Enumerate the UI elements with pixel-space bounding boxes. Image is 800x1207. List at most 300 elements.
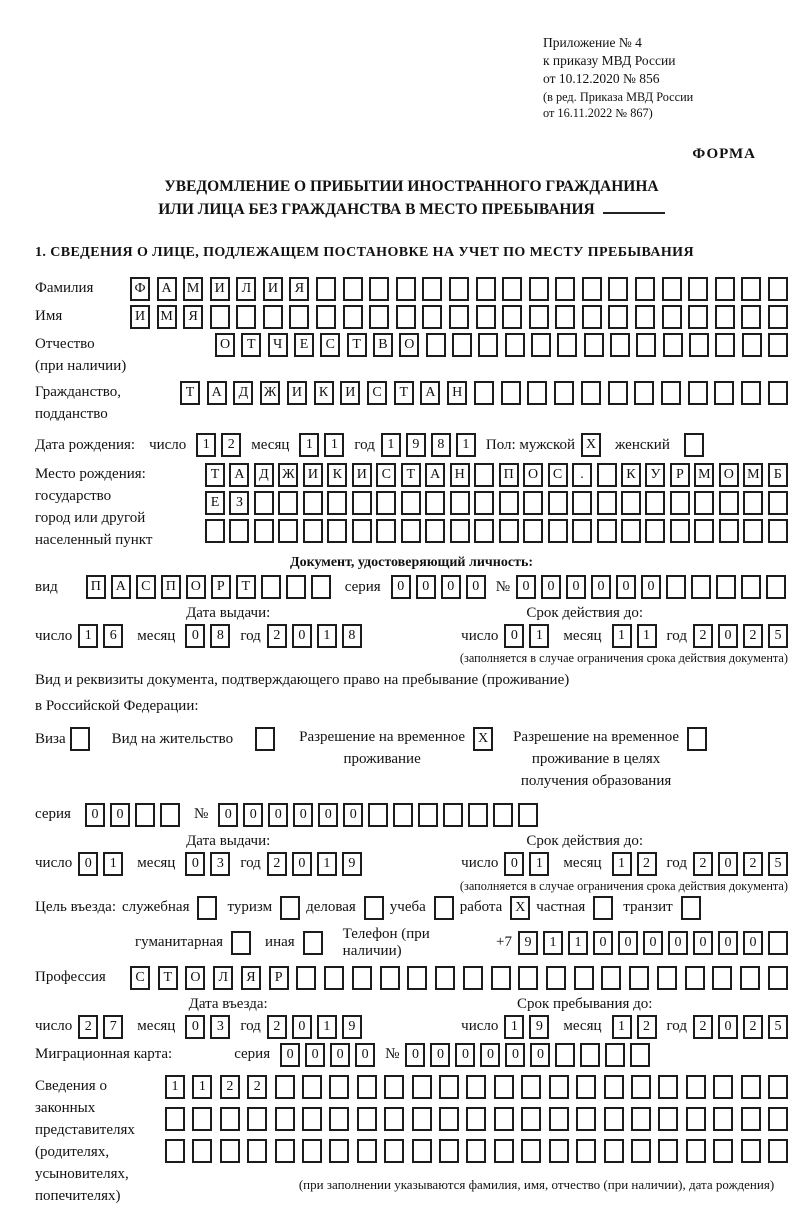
form-cell[interactable] xyxy=(555,277,575,301)
form-cell[interactable] xyxy=(521,1075,541,1099)
form-cell[interactable] xyxy=(685,966,705,990)
form-cell[interactable] xyxy=(666,575,686,599)
form-cell[interactable] xyxy=(715,333,735,357)
form-cell[interactable] xyxy=(316,277,336,301)
form-cell[interactable] xyxy=(608,305,628,329)
form-cell[interactable] xyxy=(275,1139,295,1163)
form-cell[interactable] xyxy=(555,305,575,329)
form-cell[interactable] xyxy=(452,333,472,357)
form-cell[interactable] xyxy=(768,931,788,955)
form-cell[interactable] xyxy=(608,381,628,405)
form-cell[interactable] xyxy=(463,966,483,990)
form-cell[interactable] xyxy=(205,519,225,543)
form-cell[interactable]: 2 xyxy=(267,1015,287,1039)
form-cell[interactable] xyxy=(557,333,577,357)
form-cell[interactable] xyxy=(713,1107,733,1131)
form-cell[interactable] xyxy=(278,519,298,543)
form-cell[interactable]: 2 xyxy=(247,1075,267,1099)
form-cell[interactable] xyxy=(254,491,274,515)
form-cell[interactable]: 0 xyxy=(218,803,238,827)
form-cell[interactable]: К xyxy=(621,463,641,487)
form-cell[interactable] xyxy=(529,305,549,329)
form-cell[interactable] xyxy=(688,277,708,301)
form-cell[interactable] xyxy=(610,333,630,357)
form-cell[interactable]: О xyxy=(185,966,205,990)
form-cell[interactable] xyxy=(327,519,347,543)
form-cell[interactable]: 0 xyxy=(618,931,638,955)
form-cell[interactable] xyxy=(302,1139,322,1163)
form-cell[interactable]: 0 xyxy=(593,931,613,955)
form-cell[interactable]: 1 xyxy=(192,1075,212,1099)
form-cell[interactable]: 0 xyxy=(591,575,611,599)
form-cell[interactable] xyxy=(604,1075,624,1099)
form-cell[interactable] xyxy=(712,966,732,990)
form-cell[interactable] xyxy=(254,519,274,543)
form-cell[interactable] xyxy=(549,1075,569,1099)
form-cell[interactable]: И xyxy=(303,463,323,487)
form-cell[interactable] xyxy=(261,575,281,599)
form-cell[interactable] xyxy=(357,1107,377,1131)
form-cell[interactable] xyxy=(597,491,617,515)
form-cell[interactable]: О xyxy=(399,333,419,357)
form-cell[interactable] xyxy=(716,575,736,599)
form-cell[interactable] xyxy=(549,1107,569,1131)
form-cell[interactable] xyxy=(593,896,613,920)
form-cell[interactable]: 0 xyxy=(466,575,486,599)
form-cell[interactable] xyxy=(768,277,788,301)
form-cell[interactable] xyxy=(768,305,788,329)
form-cell[interactable] xyxy=(741,305,761,329)
form-cell[interactable] xyxy=(768,381,788,405)
form-cell[interactable]: Т xyxy=(241,333,261,357)
form-cell[interactable]: 2 xyxy=(743,624,763,648)
form-cell[interactable]: 1 xyxy=(612,624,632,648)
form-cell[interactable] xyxy=(743,491,763,515)
form-cell[interactable]: 1 xyxy=(612,1015,632,1039)
form-cell[interactable] xyxy=(476,305,496,329)
form-cell[interactable]: П xyxy=(499,463,519,487)
form-cell[interactable] xyxy=(316,305,336,329)
form-cell[interactable] xyxy=(581,381,601,405)
form-cell[interactable]: 6 xyxy=(103,624,123,648)
form-cell[interactable]: Е xyxy=(205,491,225,515)
form-cell[interactable]: 0 xyxy=(292,852,312,876)
form-cell[interactable] xyxy=(376,491,396,515)
form-cell[interactable] xyxy=(368,803,388,827)
form-cell[interactable] xyxy=(329,1139,349,1163)
form-cell[interactable] xyxy=(220,1139,240,1163)
form-cell[interactable] xyxy=(491,966,511,990)
form-cell[interactable] xyxy=(741,1139,761,1163)
form-cell[interactable]: О xyxy=(186,575,206,599)
form-cell[interactable]: 0 xyxy=(480,1043,500,1067)
form-cell[interactable] xyxy=(527,381,547,405)
form-cell[interactable] xyxy=(229,519,249,543)
form-cell[interactable]: 2 xyxy=(267,624,287,648)
form-cell[interactable] xyxy=(686,1139,706,1163)
form-cell[interactable]: 0 xyxy=(318,803,338,827)
form-cell[interactable] xyxy=(576,1107,596,1131)
form-cell[interactable] xyxy=(236,305,256,329)
form-cell[interactable]: 2 xyxy=(637,1015,657,1039)
form-cell[interactable] xyxy=(742,333,762,357)
form-cell[interactable] xyxy=(474,381,494,405)
form-cell[interactable] xyxy=(555,1043,575,1067)
form-cell[interactable] xyxy=(501,381,521,405)
form-cell[interactable]: X xyxy=(581,433,601,457)
form-cell[interactable]: Л xyxy=(236,277,256,301)
form-cell[interactable] xyxy=(443,803,463,827)
form-cell[interactable]: Т xyxy=(205,463,225,487)
form-cell[interactable]: Н xyxy=(447,381,467,405)
form-cell[interactable]: 0 xyxy=(718,1015,738,1039)
form-cell[interactable] xyxy=(435,966,455,990)
form-cell[interactable] xyxy=(740,966,760,990)
form-cell[interactable] xyxy=(713,1075,733,1099)
form-cell[interactable] xyxy=(231,931,251,955)
form-cell[interactable] xyxy=(661,381,681,405)
form-cell[interactable] xyxy=(247,1107,267,1131)
form-cell[interactable]: А xyxy=(207,381,227,405)
form-cell[interactable]: 0 xyxy=(668,931,688,955)
form-cell[interactable] xyxy=(576,1075,596,1099)
form-cell[interactable] xyxy=(160,803,180,827)
form-cell[interactable] xyxy=(505,333,525,357)
form-cell[interactable] xyxy=(418,803,438,827)
form-cell[interactable] xyxy=(357,1075,377,1099)
form-cell[interactable]: 8 xyxy=(342,624,362,648)
form-cell[interactable]: 0 xyxy=(718,931,738,955)
form-cell[interactable] xyxy=(468,803,488,827)
form-cell[interactable]: Р xyxy=(211,575,231,599)
form-cell[interactable] xyxy=(324,966,344,990)
form-cell[interactable] xyxy=(449,305,469,329)
form-cell[interactable]: А xyxy=(229,463,249,487)
form-cell[interactable]: И xyxy=(352,463,372,487)
form-cell[interactable]: О xyxy=(215,333,235,357)
form-cell[interactable] xyxy=(713,1139,733,1163)
form-cell[interactable] xyxy=(670,491,690,515)
form-cell[interactable] xyxy=(658,1107,678,1131)
form-cell[interactable]: У xyxy=(645,463,665,487)
form-cell[interactable]: С xyxy=(367,381,387,405)
form-cell[interactable] xyxy=(608,277,628,301)
form-cell[interactable] xyxy=(275,1107,295,1131)
form-cell[interactable]: . xyxy=(572,463,592,487)
form-cell[interactable] xyxy=(768,1139,788,1163)
form-cell[interactable] xyxy=(687,727,707,751)
form-cell[interactable] xyxy=(635,305,655,329)
form-cell[interactable]: 1 xyxy=(637,624,657,648)
form-cell[interactable]: 2 xyxy=(743,1015,763,1039)
form-cell[interactable] xyxy=(302,1107,322,1131)
form-cell[interactable]: 5 xyxy=(768,1015,788,1039)
form-cell[interactable] xyxy=(686,1107,706,1131)
form-cell[interactable] xyxy=(768,333,788,357)
form-cell[interactable]: 7 xyxy=(103,1015,123,1039)
form-cell[interactable]: И xyxy=(263,277,283,301)
form-cell[interactable]: 0 xyxy=(505,1043,525,1067)
form-cell[interactable] xyxy=(343,305,363,329)
form-cell[interactable] xyxy=(384,1075,404,1099)
form-cell[interactable] xyxy=(478,333,498,357)
form-cell[interactable] xyxy=(364,896,384,920)
form-cell[interactable]: 9 xyxy=(518,931,538,955)
form-cell[interactable] xyxy=(474,519,494,543)
form-cell[interactable]: Р xyxy=(269,966,289,990)
form-cell[interactable] xyxy=(629,966,649,990)
form-cell[interactable]: 3 xyxy=(210,1015,230,1039)
form-cell[interactable] xyxy=(343,277,363,301)
form-cell[interactable]: Я xyxy=(183,305,203,329)
form-cell[interactable]: П xyxy=(86,575,106,599)
form-cell[interactable]: 0 xyxy=(305,1043,325,1067)
form-cell[interactable]: С xyxy=(548,463,568,487)
form-cell[interactable] xyxy=(580,1043,600,1067)
form-cell[interactable]: Л xyxy=(213,966,233,990)
form-cell[interactable] xyxy=(549,1139,569,1163)
form-cell[interactable] xyxy=(439,1075,459,1099)
form-cell[interactable]: Ж xyxy=(260,381,280,405)
form-cell[interactable] xyxy=(70,727,90,751)
form-cell[interactable]: 9 xyxy=(342,852,362,876)
form-cell[interactable] xyxy=(768,491,788,515)
form-cell[interactable]: И xyxy=(210,277,230,301)
form-cell[interactable] xyxy=(474,463,494,487)
form-cell[interactable] xyxy=(449,277,469,301)
form-cell[interactable] xyxy=(425,491,445,515)
form-cell[interactable] xyxy=(494,1139,514,1163)
form-cell[interactable]: 0 xyxy=(355,1043,375,1067)
form-cell[interactable] xyxy=(329,1107,349,1131)
form-cell[interactable]: 1 xyxy=(456,433,476,457)
form-cell[interactable] xyxy=(466,1107,486,1131)
form-cell[interactable] xyxy=(426,333,446,357)
form-cell[interactable]: Е xyxy=(294,333,314,357)
form-cell[interactable] xyxy=(605,1043,625,1067)
form-cell[interactable]: 1 xyxy=(78,624,98,648)
form-cell[interactable] xyxy=(247,1139,267,1163)
form-cell[interactable]: О xyxy=(719,463,739,487)
form-cell[interactable]: 9 xyxy=(342,1015,362,1039)
form-cell[interactable]: 0 xyxy=(243,803,263,827)
form-cell[interactable]: 2 xyxy=(221,433,241,457)
form-cell[interactable]: Н xyxy=(450,463,470,487)
form-cell[interactable] xyxy=(412,1075,432,1099)
form-cell[interactable]: 0 xyxy=(718,624,738,648)
form-cell[interactable]: 0 xyxy=(292,624,312,648)
form-cell[interactable] xyxy=(572,491,592,515)
form-cell[interactable] xyxy=(494,1107,514,1131)
form-cell[interactable] xyxy=(630,1043,650,1067)
form-cell[interactable] xyxy=(303,931,323,955)
form-cell[interactable]: 2 xyxy=(693,852,713,876)
form-cell[interactable]: С xyxy=(130,966,150,990)
form-cell[interactable] xyxy=(597,463,617,487)
form-cell[interactable] xyxy=(681,896,701,920)
form-cell[interactable]: Т xyxy=(401,463,421,487)
form-cell[interactable]: X xyxy=(473,727,493,751)
form-cell[interactable]: А xyxy=(420,381,440,405)
form-cell[interactable]: 5 xyxy=(768,852,788,876)
form-cell[interactable]: 0 xyxy=(292,1015,312,1039)
form-cell[interactable]: И xyxy=(130,305,150,329)
form-cell[interactable] xyxy=(401,491,421,515)
form-cell[interactable]: 0 xyxy=(85,803,105,827)
form-cell[interactable] xyxy=(768,1075,788,1099)
form-cell[interactable]: С xyxy=(136,575,156,599)
form-cell[interactable] xyxy=(768,966,788,990)
form-cell[interactable] xyxy=(521,1107,541,1131)
form-cell[interactable] xyxy=(327,491,347,515)
form-cell[interactable]: Т xyxy=(394,381,414,405)
form-cell[interactable]: 0 xyxy=(643,931,663,955)
form-cell[interactable]: Ч xyxy=(268,333,288,357)
form-cell[interactable] xyxy=(278,491,298,515)
form-cell[interactable] xyxy=(263,305,283,329)
form-cell[interactable] xyxy=(422,305,442,329)
form-cell[interactable]: М xyxy=(183,277,203,301)
form-cell[interactable] xyxy=(631,1075,651,1099)
form-cell[interactable]: 2 xyxy=(743,852,763,876)
form-cell[interactable] xyxy=(255,727,275,751)
form-cell[interactable] xyxy=(662,277,682,301)
form-cell[interactable] xyxy=(369,305,389,329)
form-cell[interactable] xyxy=(396,305,416,329)
form-cell[interactable]: 1 xyxy=(529,852,549,876)
form-cell[interactable] xyxy=(412,1139,432,1163)
form-cell[interactable] xyxy=(376,519,396,543)
form-cell[interactable] xyxy=(636,333,656,357)
form-cell[interactable]: 0 xyxy=(616,575,636,599)
form-cell[interactable] xyxy=(439,1139,459,1163)
form-cell[interactable] xyxy=(766,575,786,599)
form-cell[interactable]: 0 xyxy=(516,575,536,599)
form-cell[interactable] xyxy=(621,491,641,515)
form-cell[interactable]: 0 xyxy=(185,852,205,876)
form-cell[interactable] xyxy=(296,966,316,990)
form-cell[interactable]: 0 xyxy=(743,931,763,955)
form-cell[interactable]: 1 xyxy=(543,931,563,955)
form-cell[interactable] xyxy=(494,1075,514,1099)
form-cell[interactable]: 0 xyxy=(405,1043,425,1067)
form-cell[interactable] xyxy=(523,519,543,543)
form-cell[interactable] xyxy=(210,305,230,329)
form-cell[interactable]: В xyxy=(373,333,393,357)
form-cell[interactable] xyxy=(369,277,389,301)
form-cell[interactable]: Б xyxy=(768,463,788,487)
form-cell[interactable]: 0 xyxy=(430,1043,450,1067)
form-cell[interactable] xyxy=(352,519,372,543)
form-cell[interactable]: 0 xyxy=(268,803,288,827)
form-cell[interactable] xyxy=(518,966,538,990)
form-cell[interactable]: 0 xyxy=(455,1043,475,1067)
form-cell[interactable] xyxy=(425,519,445,543)
form-cell[interactable] xyxy=(531,333,551,357)
form-cell[interactable] xyxy=(691,575,711,599)
form-cell[interactable]: 9 xyxy=(406,433,426,457)
form-cell[interactable]: 0 xyxy=(110,803,130,827)
form-cell[interactable] xyxy=(502,277,522,301)
form-cell[interactable] xyxy=(439,1107,459,1131)
form-cell[interactable]: Т xyxy=(180,381,200,405)
form-cell[interactable]: М xyxy=(157,305,177,329)
form-cell[interactable]: Д xyxy=(254,463,274,487)
form-cell[interactable]: 0 xyxy=(718,852,738,876)
form-cell[interactable]: К xyxy=(327,463,347,487)
form-cell[interactable]: 1 xyxy=(196,433,216,457)
form-cell[interactable] xyxy=(384,1107,404,1131)
form-cell[interactable] xyxy=(303,519,323,543)
form-cell[interactable]: Я xyxy=(289,277,309,301)
form-cell[interactable]: 1 xyxy=(612,852,632,876)
form-cell[interactable]: 1 xyxy=(324,433,344,457)
form-cell[interactable] xyxy=(688,305,708,329)
form-cell[interactable] xyxy=(684,433,704,457)
form-cell[interactable]: Т xyxy=(236,575,256,599)
form-cell[interactable]: 3 xyxy=(210,852,230,876)
form-cell[interactable] xyxy=(384,1139,404,1163)
form-cell[interactable]: 0 xyxy=(530,1043,550,1067)
form-cell[interactable] xyxy=(450,491,470,515)
form-cell[interactable] xyxy=(499,491,519,515)
form-cell[interactable] xyxy=(663,333,683,357)
form-cell[interactable] xyxy=(662,305,682,329)
form-cell[interactable] xyxy=(582,305,602,329)
form-cell[interactable] xyxy=(280,896,300,920)
form-cell[interactable] xyxy=(303,491,323,515)
form-cell[interactable] xyxy=(658,1075,678,1099)
form-cell[interactable]: М xyxy=(694,463,714,487)
form-cell[interactable] xyxy=(396,277,416,301)
form-cell[interactable] xyxy=(631,1107,651,1131)
form-cell[interactable]: Я xyxy=(241,966,261,990)
form-cell[interactable]: 2 xyxy=(637,852,657,876)
form-cell[interactable]: Д xyxy=(233,381,253,405)
form-cell[interactable] xyxy=(548,519,568,543)
form-cell[interactable] xyxy=(572,519,592,543)
form-cell[interactable] xyxy=(518,803,538,827)
form-cell[interactable] xyxy=(621,519,641,543)
form-cell[interactable]: 0 xyxy=(693,931,713,955)
form-cell[interactable]: 0 xyxy=(441,575,461,599)
form-cell[interactable] xyxy=(165,1107,185,1131)
form-cell[interactable] xyxy=(286,575,306,599)
form-cell[interactable]: И xyxy=(287,381,307,405)
form-cell[interactable] xyxy=(357,1139,377,1163)
form-cell[interactable] xyxy=(302,1075,322,1099)
form-cell[interactable] xyxy=(670,519,690,543)
form-cell[interactable] xyxy=(529,277,549,301)
form-cell[interactable] xyxy=(582,277,602,301)
form-cell[interactable] xyxy=(715,277,735,301)
form-cell[interactable] xyxy=(645,519,665,543)
form-cell[interactable]: О xyxy=(523,463,543,487)
form-cell[interactable]: 1 xyxy=(568,931,588,955)
form-cell[interactable]: 1 xyxy=(165,1075,185,1099)
form-cell[interactable]: З xyxy=(229,491,249,515)
form-cell[interactable] xyxy=(584,333,604,357)
form-cell[interactable]: 2 xyxy=(78,1015,98,1039)
form-cell[interactable] xyxy=(694,519,714,543)
form-cell[interactable]: 0 xyxy=(504,624,524,648)
form-cell[interactable]: Р xyxy=(670,463,690,487)
form-cell[interactable] xyxy=(719,519,739,543)
form-cell[interactable]: 1 xyxy=(317,852,337,876)
form-cell[interactable] xyxy=(275,1075,295,1099)
form-cell[interactable] xyxy=(741,381,761,405)
form-cell[interactable] xyxy=(393,803,413,827)
